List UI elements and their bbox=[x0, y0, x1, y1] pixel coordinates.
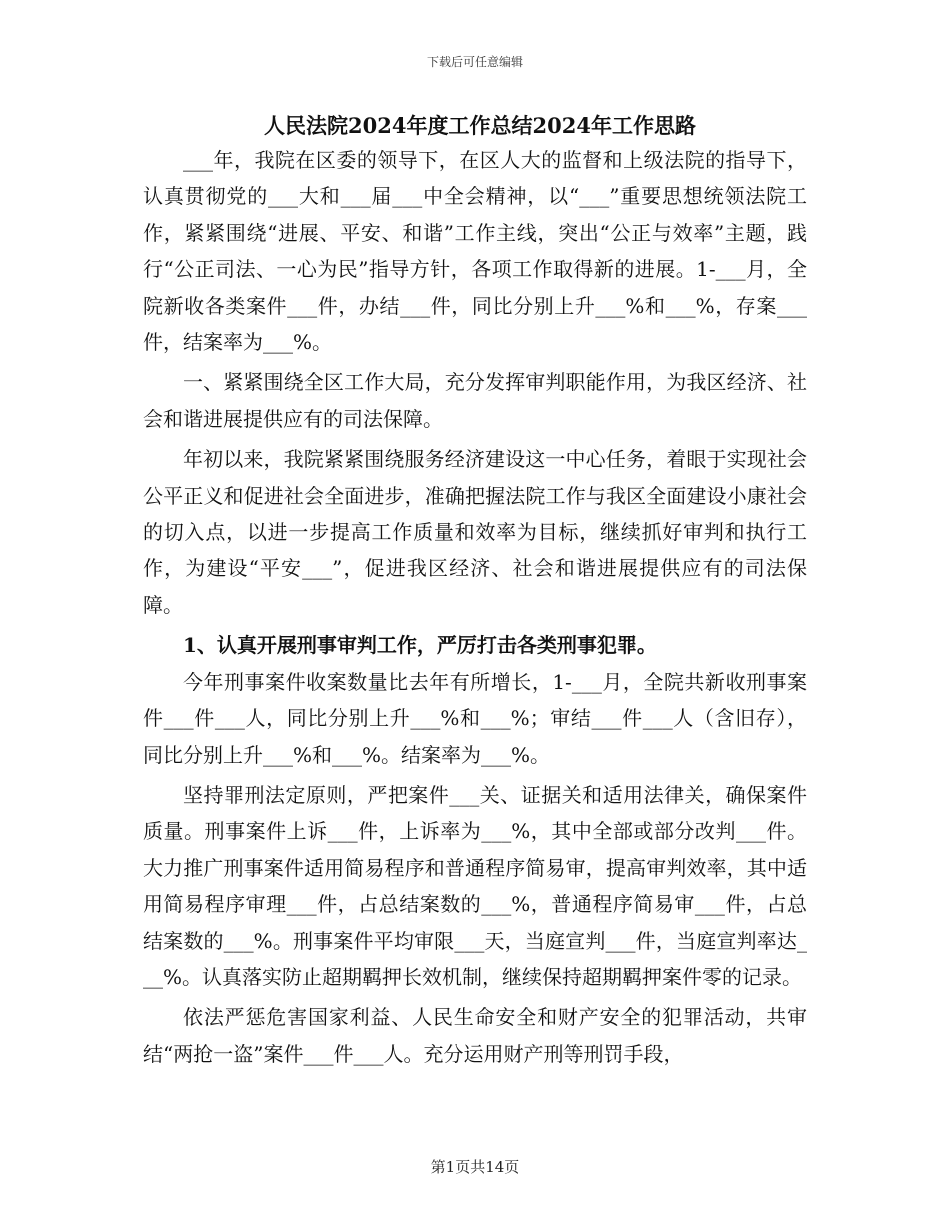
paragraph-overview: 年初以来，我院紧紧围绕服务经济建设这一中心任务，着眼于实现社会公平正义和促进社会全面进步，准确把握法院工作与我区全面建设小康社会的切入点，以进一步提高工作质量和效率为目标，继续抓好审判和执行工作，为建设“平安___”，促进我区经济、社会和谐进展提供应有的司法保障。 bbox=[143, 447, 807, 617]
page-number: 第1页共14页 bbox=[430, 1158, 520, 1176]
document-title: 人民法院2024年度工作总结2024年工作思路 bbox=[264, 113, 696, 138]
paragraph-criminal-punish: 依法严惩危害国家利益、人民生命安全和财产安全的犯罪活动，共审结“两抢一盗”案件___件___人。充分运用财产刑等刑罚手段， bbox=[143, 1005, 807, 1066]
document-body bbox=[143, 110, 807, 1072]
paragraph-criminal-quality: 坚持罪刑法定原则，严把案件___关、证据关和适用法律关，确保案件质量。刑事案件上诉___件，上诉率为___%，其中全部或部分改判___件。大力推广刑事案件适用简易程序和普通程序简易审，提高审判效率，其中适用简易程序审理___件，占总结案数的___%，普通程序简易审___件，占总结案数的___%。刑事案件平均审限___天，当庭宣判___件，当庭宣判率达___%。认真落实防止超期羁押长效机制，继续保持超期羁押案件零的记录。 bbox=[143, 782, 807, 989]
paragraph-heading-criminal: 1、认真开展刑事审判工作，严厉打击各类刑事犯罪。 bbox=[183, 633, 657, 658]
paragraph-intro: ___年，我院在区委的领导下，在区人大的监督和上级法院的指导下，认真贯彻党的___大和___届___中全会精神，以“___”重要思想统领法院工作，紧紧围绕“进展、平安、和谐”工作主线，突出“公正与效率”主题，践行“公正司法、一心为民”指导方针，各项工作取得新的进展。1-___月，全院新收各类案件___件，办结___件，同比分别上升___%和___%，存案___件，结案率为___%。 bbox=[143, 148, 807, 355]
paragraph-section-one: 一、紧紧围绕全区工作大局，充分发挥审判职能作用，为我区经济、社会和谐进展提供应有的司法保障。 bbox=[143, 370, 807, 431]
paragraph-criminal-stats: 今年刑事案件收案数量比去年有所增长，1-___月，全院共新收刑事案件___件___人，同比分别上升___%和___%；审结___件___人（含旧存），同比分别上升___%和___%。结案率为___%。 bbox=[143, 669, 807, 767]
page-header-note: 下载后可任意编辑 bbox=[426, 55, 523, 69]
